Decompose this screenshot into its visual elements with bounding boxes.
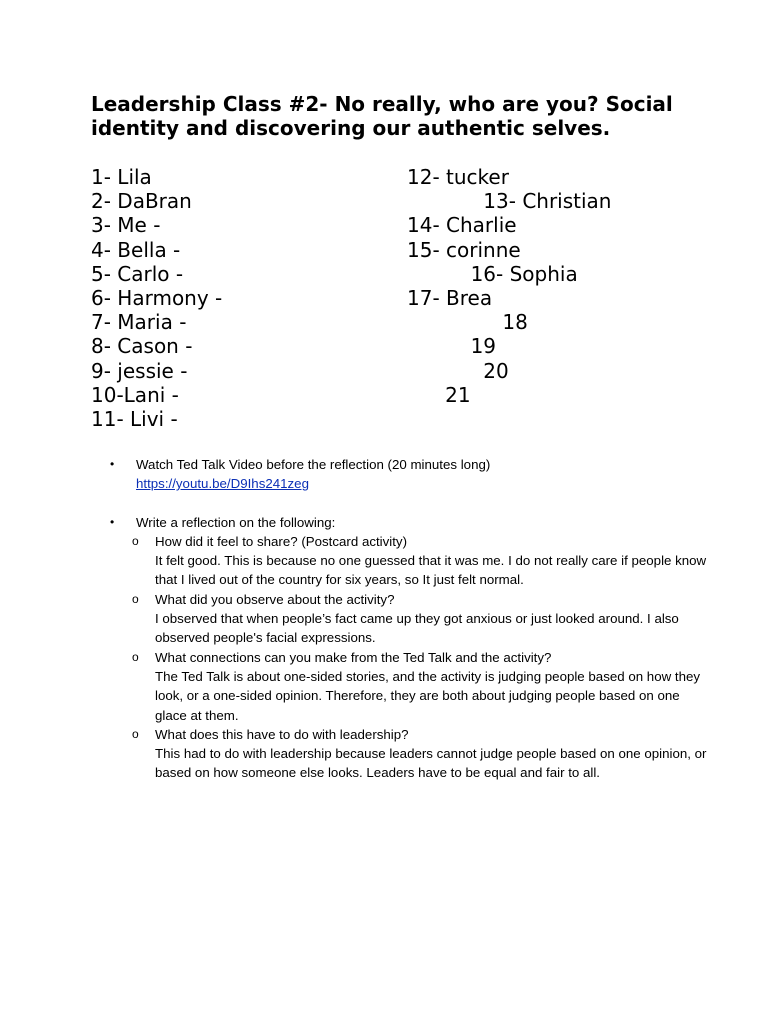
question-text: What does this have to do with leadership? <box>155 726 409 742</box>
question-text: How did it feel to share? (Postcard activity) <box>155 533 408 549</box>
roster-entry: 8- Cason - <box>91 334 193 359</box>
roster-entry: 19 <box>407 334 497 359</box>
roster-entry: 7- Maria - <box>91 310 187 335</box>
question-item <box>110 532 710 590</box>
roster-entry: 16- Sophia <box>407 261 578 286</box>
question-item <box>110 725 710 783</box>
roster-entry: 18 <box>407 310 528 335</box>
roster-entry: 21 <box>407 382 471 407</box>
roster-entry: 15- corinne <box>407 237 521 262</box>
question-text: What did you observe about the activity? <box>155 591 395 607</box>
roster-entry: 3- Me - <box>91 213 161 238</box>
roster-entry: 14- Charlie <box>407 213 517 238</box>
roster-entry: 5- Carlo - <box>91 261 184 286</box>
roster-entry: 1- Lila <box>91 165 152 189</box>
sub-bullet-icon: o <box>132 591 139 606</box>
bullet-icon: • <box>110 514 115 529</box>
reflection-intro: Write a reflection on the following: <box>136 514 336 530</box>
answer-text: This had to do with leadership because leaders cannot judge people based on one opinion, or based on how someone else looks. Leaders have to be equal and fair to all. <box>155 746 707 781</box>
answer-text: The Ted Talk is about one-sided stories, and the activity is judging people based on how they look, or a one-sided opinion. Therefore, they are both about judging people based on one glace at them. <box>155 668 701 723</box>
bullet-item-video <box>110 455 710 494</box>
roster-left-column <box>91 165 222 431</box>
assignment-list <box>110 455 710 783</box>
roster-entry: 12- tucker <box>407 165 509 189</box>
answer-text: It felt good. This is because no one guessed that it was me. I do not really care if people know that I lived out of the country for six years, so It just felt normal. <box>155 553 707 588</box>
roster-entry: 10-Lani - <box>91 382 179 407</box>
roster-entry: 13- Christian <box>407 189 612 214</box>
roster-right-column <box>407 165 611 407</box>
sub-bullet-icon: o <box>132 726 139 741</box>
bullet-item-reflection <box>110 513 710 532</box>
roster-entry: 9- jessie - <box>91 358 188 383</box>
roster-entry: 6- Harmony - <box>91 286 223 311</box>
roster-entry: 20 <box>407 358 509 383</box>
roster-entry: 11- Livi - <box>91 407 178 432</box>
question-item <box>110 648 710 725</box>
question-item <box>110 590 710 648</box>
roster-entry: 17- Brea <box>407 286 493 311</box>
bullet-icon: • <box>110 457 115 471</box>
roster-entry: 4- Bella - <box>91 237 181 262</box>
sub-bullet-icon: o <box>132 533 139 548</box>
video-link[interactable]: https://youtu.be/D9Ihs241zeg <box>136 476 309 492</box>
roster-entry: 2- DaBran <box>91 189 192 214</box>
video-instruction: Watch Ted Talk Video before the reflection (20 minutes long) <box>136 457 491 472</box>
page-title: Leadership Class #2- No really, who are you? Social identity and discovering our authentic selves. <box>91 92 673 140</box>
question-text: What connections can you make from the Ted Talk and the activity? <box>155 649 552 665</box>
sub-bullet-icon: o <box>132 649 139 664</box>
answer-text: I observed that when people’s fact came up they got anxious or just looked around. I also observed people's facial expressions. <box>155 611 679 646</box>
